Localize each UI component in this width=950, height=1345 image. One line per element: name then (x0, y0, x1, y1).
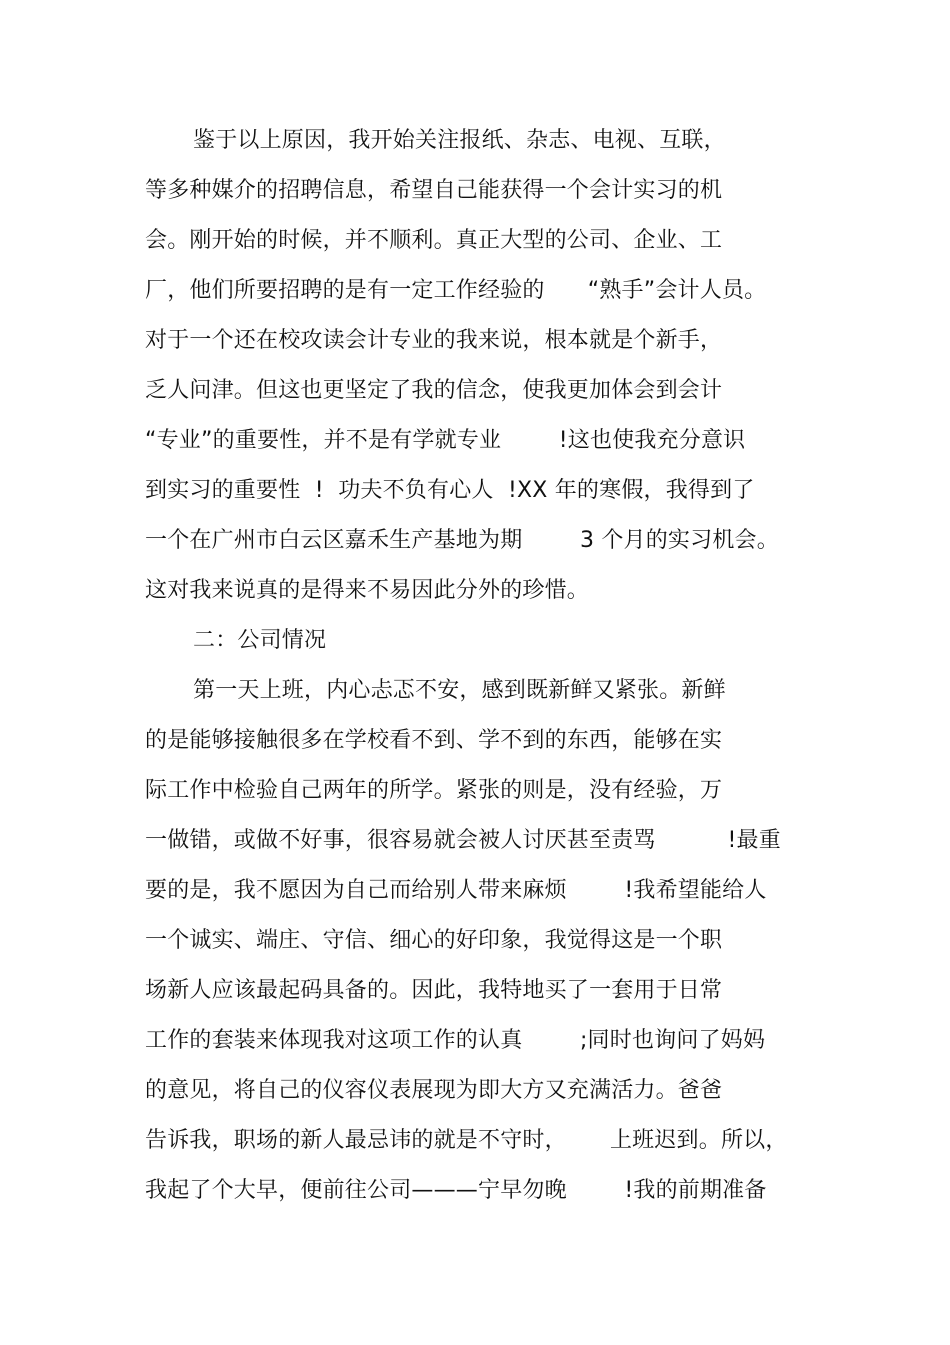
paragraph-line: 场新人应该最起码具备的。因此，我特地买了一套用于日常 (145, 978, 723, 1003)
paragraph-line: 我起了个大早，便前往公司———宁早勿晚 !我的前期准备 (145, 1178, 767, 1203)
paragraph-line: 乏人问津。但这也更坚定了我的信念，使我更加体会到会计 (145, 378, 723, 403)
paragraph-line: 要的是，我不愿因为自己而给别人带来麻烦 !我希望能给人 (145, 878, 767, 903)
paragraph-line: 厂，他们所要招聘的是有一定工作经验的 “熟手”会计人员。 (145, 278, 767, 303)
paragraph-line: 鉴于以上原因，我开始关注报纸、杂志、电视、互联， (193, 128, 726, 153)
paragraph-line: 工作的套装来体现我对这项工作的认真 ;同时也询问了妈妈 (145, 1028, 766, 1053)
paragraph-line: 一个诚实、端庄、守信、细心的好印象，我觉得这是一个职 (145, 928, 723, 953)
paragraph-line: 会。刚开始的时候，并不顺利。真正大型的公司、企业、工 (145, 228, 723, 253)
paragraph-line: 告诉我，职场的新人最忌讳的就是不守时， 上班迟到。所以， (145, 1128, 788, 1153)
paragraph-line: 一做错，或做不好事，很容易就会被人讨厌甚至责骂 !最重 (145, 828, 781, 853)
paragraph-line: 这对我来说真的是得来不易因此分外的珍惜。 (145, 578, 590, 603)
paragraph-line: 到实习的重要性 ! 功夫不负有心人 !XX 年的寒假，我得到了 (145, 478, 755, 503)
paragraph-line: 对于一个还在校攻读会计专业的我来说，根本就是个新手， (145, 328, 723, 353)
paragraph-line: 一个在广州市白云区嘉禾生产基地为期 3 个月的实习机会。 (145, 528, 779, 553)
paragraph-line: 的是能够接触很多在学校看不到、学不到的东西，能够在实 (145, 728, 723, 753)
paragraph-line: 等多种媒介的招聘信息，希望自己能获得一个会计实习的机 (145, 178, 723, 203)
paragraph-line: “专业”的重要性，并不是有学就专业 !这也使我充分意识 (145, 428, 746, 453)
paragraph-line: 第一天上班，内心忐忑不安，感到既新鲜又紧张。新鲜 (193, 678, 726, 703)
paragraph-line: 际工作中检验自己两年的所学。紧张的则是，没有经验，万 (145, 778, 723, 803)
paragraph-line: 的意见，将自己的仪容仪表展现为即大方又充满活力。爸爸 (145, 1078, 723, 1103)
section-heading: 二：公司情况 (193, 628, 327, 653)
